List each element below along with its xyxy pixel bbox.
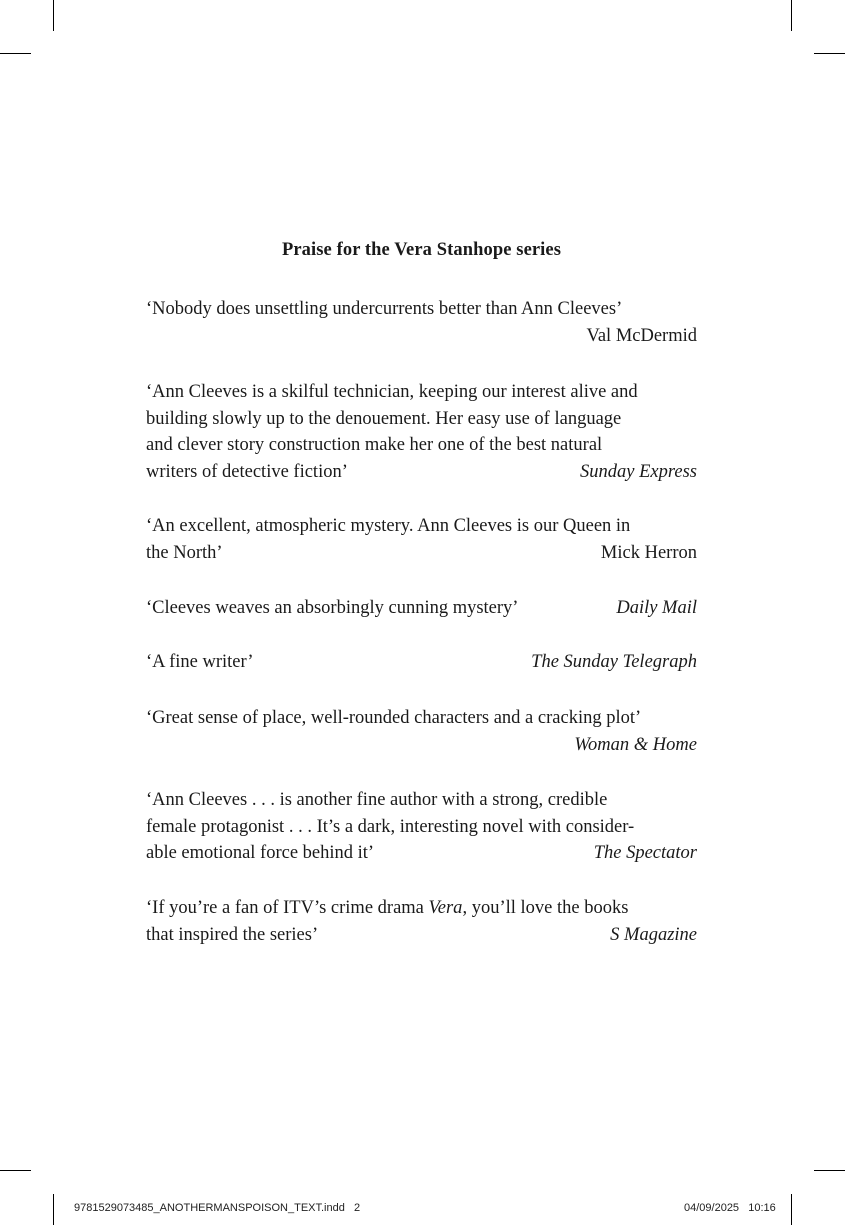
quote-text: ‘Cleeves weaves an absorbingly cunning mystery’ xyxy=(146,598,519,618)
quote-line xyxy=(146,459,697,486)
quote-text-part: , you’ll love the books xyxy=(462,898,629,918)
quote-text: building slowly up to the denouement. Her easy use of language xyxy=(146,408,622,429)
quote-text-part: ‘If you’re a fan of ITV’s crime drama xyxy=(146,898,429,918)
crop-mark-bottom-right xyxy=(791,1194,792,1225)
quote-line xyxy=(146,540,697,567)
quote-source: Daily Mail xyxy=(616,598,697,618)
slug-filename: 9781529073485_ANOTHERMANSPOISON_TEXT.indd 2 xyxy=(74,1202,361,1214)
quote-line xyxy=(146,840,697,867)
quote-source: S Magazine xyxy=(610,924,697,945)
crop-mark-right-top xyxy=(814,53,845,54)
quote-line xyxy=(146,649,697,676)
crop-mark-bottom-left xyxy=(53,1194,54,1225)
quote-line xyxy=(146,787,697,814)
quote-text: ‘Ann Cleeves . . . is another fine author with a strong, credible xyxy=(146,790,608,810)
crop-mark-top-left xyxy=(53,0,54,31)
quote-source: Val McDermid xyxy=(586,325,697,346)
crop-mark-right-bottom xyxy=(814,1170,845,1171)
quote-text: ‘Ann Cleeves is a skilful technician, keeping our interest alive and xyxy=(146,382,638,402)
quote-the-spectator xyxy=(146,787,697,867)
quote-line xyxy=(146,922,697,949)
quote-line xyxy=(146,895,697,922)
quote-source: Mick Herron xyxy=(600,542,697,563)
quote-line xyxy=(146,432,697,459)
quote-line xyxy=(146,406,697,433)
crop-mark-top-right xyxy=(791,0,792,31)
quote-val-mcdermid xyxy=(146,296,697,349)
quote-sunday-telegraph xyxy=(146,649,697,676)
quote-mick-herron xyxy=(146,513,697,566)
quote-source: The Spectator xyxy=(593,843,697,863)
quote-line xyxy=(146,379,697,406)
quote-text: ‘Nobody does unsettling undercurrents better than Ann Cleeves’ xyxy=(146,299,623,319)
quote-line xyxy=(146,513,697,540)
quote-text-italic: Vera xyxy=(428,898,463,918)
quote-text: ‘Great sense of place, well-rounded characters and a cracking plot’ xyxy=(146,708,642,728)
quote-source: Sunday Express xyxy=(580,461,697,482)
quote-text: and clever story construction make her one of the best natural xyxy=(146,435,603,455)
quote-line xyxy=(146,595,697,622)
quote-text: female protagonist . . . It’s a dark, interesting novel with consider- xyxy=(146,816,635,837)
quote-source: Woman & Home xyxy=(574,734,697,755)
page-heading: Praise for the Vera Stanhope series xyxy=(281,240,562,260)
quote-sunday-express xyxy=(146,379,697,485)
quote-text: able emotional force behind it’ xyxy=(146,843,375,863)
crop-mark-left-top xyxy=(0,53,31,54)
quote-text xyxy=(146,895,628,922)
slug-datetime: 04/09/2025 10:16 xyxy=(684,1202,776,1214)
quote-source: The Sunday Telegraph xyxy=(531,652,697,672)
quote-line xyxy=(146,814,697,841)
quote-woman-and-home xyxy=(146,705,697,758)
quote-text: writers of detective fiction’ xyxy=(146,461,348,482)
quote-daily-mail xyxy=(146,595,697,622)
quote-text: that inspired the series’ xyxy=(146,924,319,945)
quote-text: the North’ xyxy=(146,542,223,563)
crop-mark-left-bottom xyxy=(0,1170,31,1171)
quote-s-magazine xyxy=(146,895,697,948)
quote-text: ‘An excellent, atmospheric mystery. Ann Cleeves is our Queen in xyxy=(146,516,631,536)
quote-text: ‘A fine writer’ xyxy=(146,652,254,672)
